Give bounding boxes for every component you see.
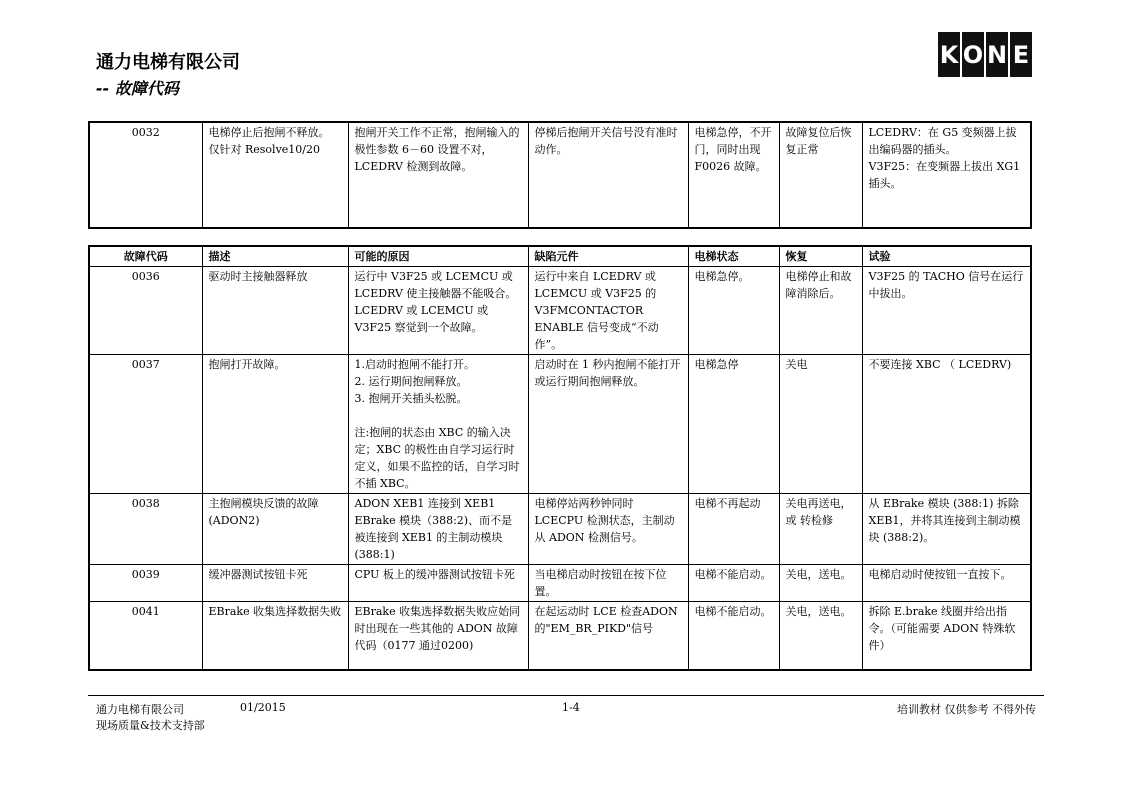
fault-code-cell: 0032 <box>89 122 202 228</box>
faulty-component-cell <box>528 122 688 228</box>
possible-cause-cell <box>348 267 528 355</box>
header-recovery: 恢复 <box>779 246 862 267</box>
recovery-cell <box>779 355 862 494</box>
recovery-cell <box>779 602 862 670</box>
recovery-cell <box>779 267 862 355</box>
cell-text-line: 电梯不能启动。 <box>694 605 772 618</box>
cell-text-line: 缓冲器测试按钮卡死 <box>208 568 308 581</box>
possible-cause-cell <box>348 355 528 494</box>
cell-text-line: 拆除 E.brake 线圈并给出指令。（可能需要 ADON 特殊软件） <box>868 605 1016 652</box>
fault-code-cell: 0037 <box>89 355 202 494</box>
header-possible-cause: 可能的原因 <box>348 246 528 267</box>
faulty-component-cell <box>528 602 688 670</box>
fault-code-table <box>88 245 1032 671</box>
test-cell <box>862 602 1031 670</box>
cell-text-line: 2. 运行期间抱闸释放。 <box>354 375 468 388</box>
cell-text-line: 电梯启动时使按钮一直按下。 <box>868 568 1012 581</box>
faulty-component-cell <box>528 267 688 355</box>
recovery-cell <box>779 565 862 602</box>
table-row <box>89 602 1031 670</box>
cell-text-line: 电梯停止和故障消除后。 <box>785 270 852 300</box>
cell-text-line: 电梯急停。 <box>694 270 750 283</box>
table-row <box>89 494 1031 565</box>
description-cell <box>202 494 348 565</box>
cell-text-line: 停梯后抱闸开关信号没有准时动作。 <box>534 126 678 156</box>
logo-letter: N <box>986 32 1008 77</box>
elevator-status-cell <box>688 267 779 355</box>
kone-logo <box>938 32 1032 77</box>
cell-text-line: 关电 <box>785 358 808 371</box>
cell-text-line: ADON XEB1 连接到 XEB1 EBrake 模块（388:2)、而不是被连接到 XEB1 的主制动模块(388:1) <box>354 497 513 561</box>
footer-note: 培训教材 仅供参考 不得外传 <box>897 703 1036 716</box>
elevator-status-cell <box>688 602 779 670</box>
elevator-status-cell <box>688 355 779 494</box>
cell-text-line: EBrake 收集选择数据失败 <box>208 605 342 618</box>
footer-divider <box>88 695 1044 696</box>
page-subtitle: -- 故障代码 <box>96 79 179 98</box>
cell-text-line: 驱动时主接触器释放 <box>208 270 308 283</box>
cell-text-line: 在起运动时 LCE 检查ADON 的"EM_BR_PIKD"信号 <box>534 605 682 635</box>
cell-text-line: 电梯不再起动 <box>694 497 761 510</box>
cell-text-line: LCEDRV 或 LCEMCU 或 V3F25 察觉到一个故障。 <box>354 304 492 334</box>
recovery-cell <box>779 494 862 565</box>
fault-code-cell: 0036 <box>89 267 202 355</box>
cell-text-line: 电梯停止后抱闸不释放。 <box>208 126 330 139</box>
header-test: 试验 <box>862 246 1031 267</box>
cell-text-line: 故障复位后恢复正常 <box>785 126 852 156</box>
table-row <box>89 267 1031 355</box>
cell-text-line: 从 EBrake 模块 (388:1) 拆除 XEB1，并将其连接到主制动模块 (388:2)。 <box>868 497 1023 544</box>
table-row <box>89 355 1031 494</box>
faulty-component-cell <box>528 494 688 565</box>
cell-text-line: 抱闸开关工作不正常，抱闸输入的极性参数 6－60 设置不对，LCEDRV 检测到故障。 <box>354 126 520 173</box>
header-description: 描述 <box>202 246 348 267</box>
fault-code-cell: 0038 <box>89 494 202 565</box>
cell-text-line: 电梯不能启动。 <box>694 568 772 581</box>
cell-text-line: EBrake 收集选择数据失败应始同时出现在一些其他的 ADON 故障代码（0177 通过0200) <box>354 605 521 652</box>
cell-text-line: 当电梯启动时按钮在按下位置。 <box>534 568 667 598</box>
cell-text-line: 注:抱闸的状态由 XBC 的输入决定；XBC 的极性由自学习运行时定义，如果不监控的话，自学习时不插 XBC。 <box>354 426 520 490</box>
cell-text-line: 运行中 V3F25 或 LCEMCU 或 LCEDRV 使主接触器不能吸合。 <box>354 270 517 300</box>
faulty-component-cell <box>528 565 688 602</box>
test-cell <box>862 122 1031 228</box>
cell-text-line: 仅针对 Resolve10/20 <box>208 143 320 156</box>
footer-company: 通力电梯有限公司 <box>96 703 184 716</box>
fault-code-cell: 0039 <box>89 565 202 602</box>
cell-text-line: 电梯停站两秒钟同时LCECPU 检测状态，主制动从 ADON 检测信号。 <box>534 497 675 544</box>
test-cell <box>862 494 1031 565</box>
logo-letter: E <box>1010 32 1032 77</box>
cell-text-line: 关电，送电。 <box>785 605 852 618</box>
cell-text-line: 启动时在 1 秒内抱闸不能打开或运行期间抱闸释放。 <box>534 358 681 388</box>
test-cell <box>862 267 1031 355</box>
table-row <box>89 565 1031 602</box>
possible-cause-cell <box>348 602 528 670</box>
cell-text-line <box>355 407 522 424</box>
cell-text-line: 电梯急停，不开门，同时出现 F0026 故障。 <box>694 126 772 173</box>
table-header-row <box>89 246 1031 267</box>
logo-letter: O <box>962 32 984 77</box>
cell-text-line: 抱闸打开故障。 <box>208 358 286 371</box>
cell-text-line: 关电再送电，或 转检修 <box>785 497 852 527</box>
cell-text-line: 运行中来自 LCEDRV 或 LCEMCU 或 V3F25 的 V3FMCONTACTOR ENABLE 信号变成“不动作”。 <box>534 270 660 351</box>
cell-text-line: 1.启动时抱闸不能打开。 <box>354 358 475 371</box>
test-cell <box>862 355 1031 494</box>
cell-text-line: 关电，送电。 <box>785 568 852 581</box>
header-fault-code: 故障代码 <box>89 246 202 267</box>
company-title: 通力电梯有限公司 <box>96 52 240 73</box>
footer-department: 现场质量&技术支持部 <box>96 719 205 732</box>
faulty-component-cell <box>528 355 688 494</box>
footer-date: 01/2015 <box>240 701 286 714</box>
header-elevator-status: 电梯状态 <box>688 246 779 267</box>
elevator-status-cell <box>688 565 779 602</box>
elevator-status-cell <box>688 494 779 565</box>
elevator-status-cell <box>688 122 779 228</box>
possible-cause-cell <box>348 494 528 565</box>
cell-text-line: 主抱闸模块反馈的故障(ADON2) <box>208 497 319 527</box>
description-cell <box>202 355 348 494</box>
recovery-cell <box>779 122 862 228</box>
cell-text-line: LCEDRV：在 G5 变频器上拔出编码器的插头。 <box>868 126 1017 156</box>
footer-page-number: 1-4 <box>562 701 580 714</box>
logo-letter: K <box>938 32 960 77</box>
fault-code-cell: 0041 <box>89 602 202 670</box>
cell-text-line: V3F25 的 TACHO 信号在运行中拔出。 <box>868 270 1024 300</box>
table-row <box>89 122 1031 228</box>
description-cell <box>202 565 348 602</box>
cell-text-line: V3F25：在变频器上拔出 XG1 插头。 <box>868 160 1024 190</box>
header-faulty-component: 缺陷元件 <box>528 246 688 267</box>
fault-code-table-continued <box>88 121 1032 229</box>
cell-text-line: CPU 板上的缓冲器测试按钮卡死 <box>354 568 515 581</box>
test-cell <box>862 565 1031 602</box>
description-cell <box>202 602 348 670</box>
cell-text-line: 不要连接 XBC （ LCEDRV) <box>868 358 1012 371</box>
possible-cause-cell <box>348 122 528 228</box>
description-cell <box>202 267 348 355</box>
possible-cause-cell <box>348 565 528 602</box>
cell-text-line: 3. 抱闸开关插头松脱。 <box>354 392 468 405</box>
description-cell <box>202 122 348 228</box>
cell-text-line: 电梯急停 <box>694 358 739 371</box>
